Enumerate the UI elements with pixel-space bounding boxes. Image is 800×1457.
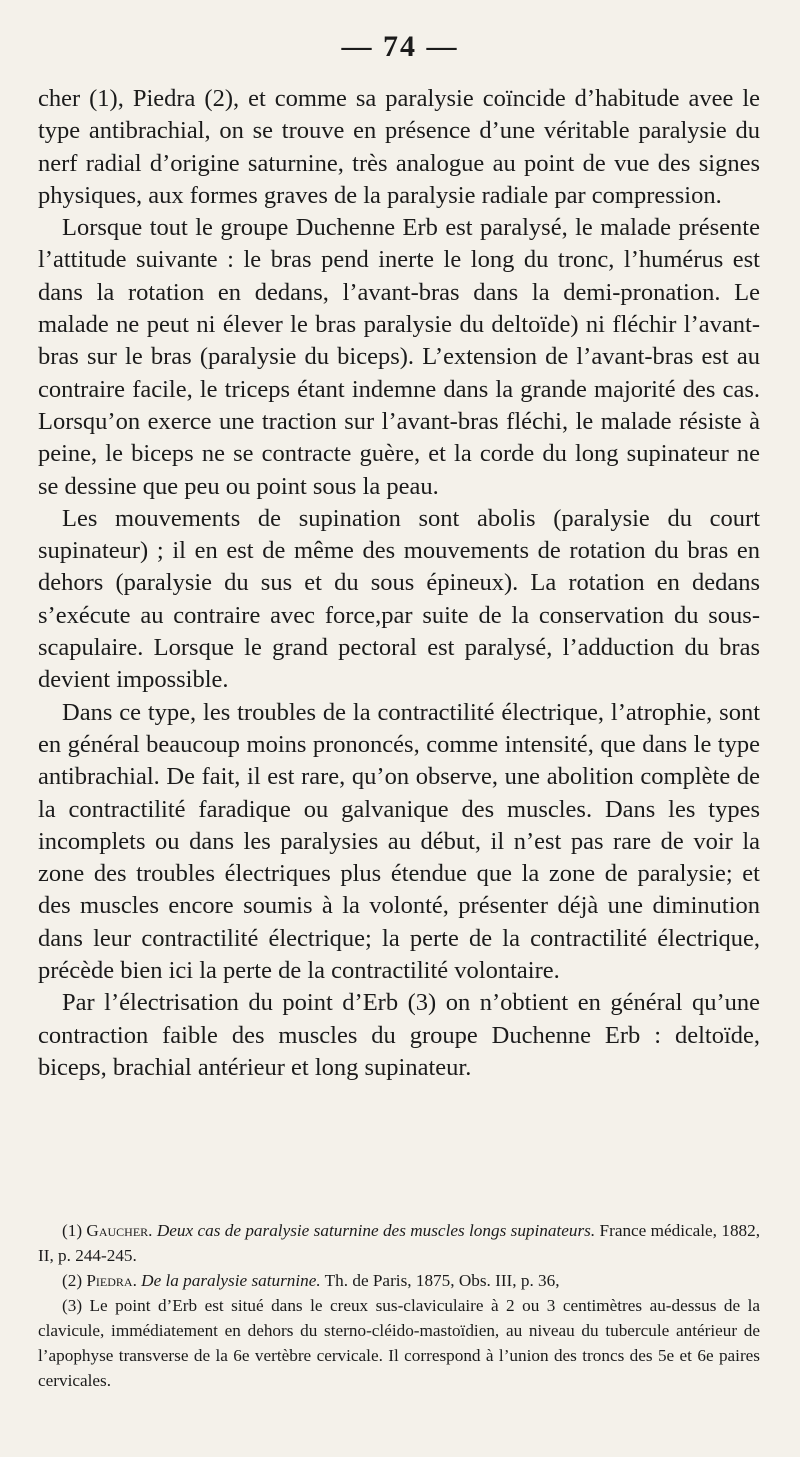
footnote-marker: (3) bbox=[62, 1296, 83, 1315]
footnote-reference: Th. de Paris, 1875, Obs. III, p. 36, bbox=[324, 1271, 560, 1290]
footnote bbox=[38, 1268, 760, 1293]
paragraph: Par l’électrisation du point d’Erb (3) on n’obtient en général qu’une contraction faible des muscles du groupe Duchenne Erb : deltoïde, biceps, brachial antérieur et long supinateur. bbox=[38, 989, 760, 1081]
footnote-marker: (2) bbox=[62, 1271, 83, 1290]
page-number: — 74 — bbox=[341, 30, 459, 63]
footnote bbox=[38, 1293, 760, 1393]
footnotes bbox=[38, 1218, 760, 1393]
paragraph: Lorsque tout le groupe Duchenne Erb est paralysé, le malade présente l’attitude suivante : le bras pend inerte le long du tronc, l’humérus est dans la rotation en dedans, l’avant-bras dans la demi-pronation. Le malade ne peut ni élever le bras paralysie du deltoïde) ni fléchir l’avant-bras sur le bras (paralysie du biceps). L’extension de l’avant-bras est au contraire facile, le triceps étant indemne dans la grande majorité des cas. Lorsqu’on exerce une traction sur l’avant-bras fléchi, le malade résiste à peine, le biceps ne se contracte guère, et la corde du long supinateur ne se dessine que peu ou point sous la peau. bbox=[38, 214, 760, 500]
body-text bbox=[38, 83, 760, 1084]
footnote-title: De la paralysie saturnine. bbox=[141, 1271, 321, 1290]
footnote-title: Deux cas de paralysie saturnine des muscles longs supinateurs. bbox=[156, 1221, 596, 1240]
footnote-marker: (1) bbox=[62, 1221, 83, 1240]
footnote-author: Piedra. bbox=[86, 1271, 137, 1290]
paragraph: Les mouvements de supination sont abolis (paralysie du court supinateur) ; il en est de même des mouvements de rotation du bras en dehors (paralysie du sus et du sous épineux). La rotation en dedans s’exécute au contraire avec force,par suite de la conservation du sous-scapulaire. Lorsque le grand pectoral est paralysé, l’adduction du bras devient impossible. bbox=[38, 504, 760, 694]
footnote-author: Gaucher. bbox=[86, 1221, 153, 1240]
footnote-reference: France médicale, 1882, II, p. 244-245. bbox=[38, 1221, 761, 1265]
footnote-text: Le point d’Erb est situé dans le creux sus-claviculaire à 2 ou 3 centimètres au-dessus de la clavicule, immédiatement en dehors du sterno-cléido-mastoïdien, au niveau du tubercule antérieur de l’apophyse transverse de la 6e vertèbre cervicale. Il correspond à l’union des troncs des 5e et 6e paires cervicales. bbox=[38, 1296, 760, 1390]
footnote bbox=[38, 1218, 760, 1268]
paragraph: cher (1), Piedra (2), et comme sa paralysie coïncide d’habitude avee le type antibrachial, on se trouve en présence d’une véritable paralysie du nerf radial d’origine saturnine, très analogue au point de vue des signes physiques, aux formes graves de la paralysie radiale par compression. bbox=[38, 85, 760, 209]
paragraph: Dans ce type, les troubles de la contractilité électrique, l’atrophie, sont en général beaucoup moins prononcés, comme intensité, que dans le type antibrachial. De fait, il est rare, qu’on observe, une abolition complète de la contractilité faradique ou galvanique des muscles. Dans les types incomplets ou dans les paralysies au début, il n’est pas rare de voir la zone des troubles électriques plus étendue que la zone de paralysie; et des muscles encore soumis à la volonté, présenter déjà une diminution dans leur contractilité électrique; la perte de la contractilité électrique, précède bien ici la perte de la contractilité volontaire. bbox=[38, 698, 760, 985]
